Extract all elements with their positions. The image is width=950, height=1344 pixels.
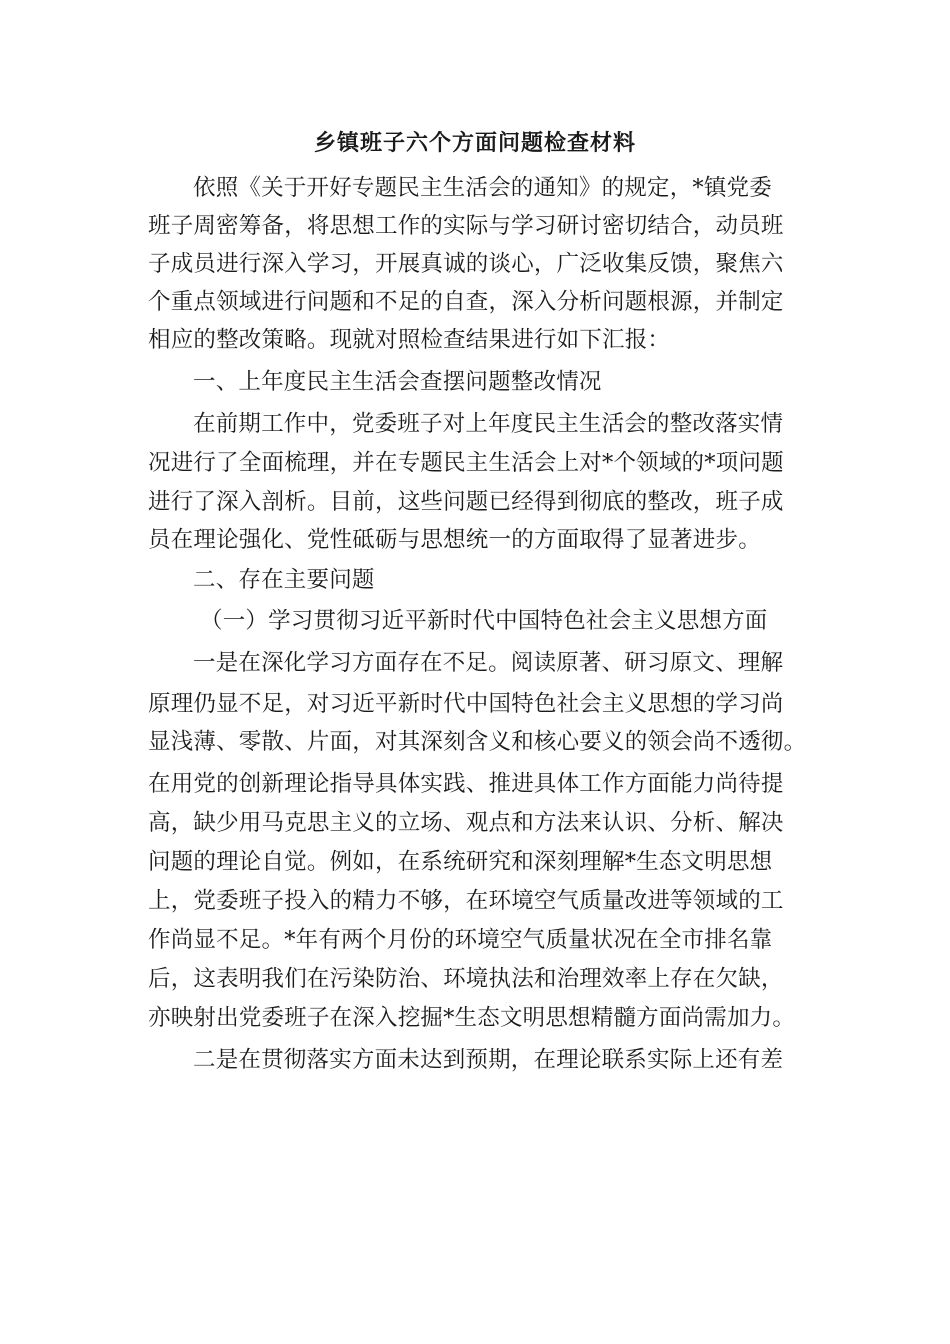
text-line: 员在理论强化、党性砥砺与思想统一的方面取得了显著进步。 bbox=[148, 527, 761, 553]
text-line: 后，这表明我们在污染防治、环境执法和治理效率上存在欠缺， bbox=[148, 966, 784, 992]
text-line: 一是在深化学习方面存在不足。阅读原著、研习原文、理解 bbox=[193, 650, 784, 676]
text-line: 问题的理论自觉。例如，在系统研究和深刻理解*生态文明思想 bbox=[148, 849, 773, 875]
text-line: 高，缺少用马克思主义的立场、观点和方法来认识、分析、解决 bbox=[148, 810, 784, 836]
text-line: 况进行了全面梳理，并在专题民主生活会上对*个领域的*项问题 bbox=[148, 450, 784, 476]
text-line: 依照《关于开好专题民主生活会的通知》的规定，*镇党委 bbox=[193, 175, 772, 201]
text-line: 个重点领域进行问题和不足的自查，深入分析问题根源，并制定 bbox=[148, 289, 784, 315]
text-line: 显浅薄、零散、片面，对其深刻含义和核心要义的领会尚不透彻。 bbox=[148, 729, 807, 755]
text-line: 班子周密筹备，将思想工作的实际与学习研讨密切结合，动员班 bbox=[148, 213, 784, 239]
section-heading: 一、上年度民主生活会查摆问题整改情况 bbox=[193, 369, 602, 395]
text-line: 亦映射出党委班子在深入挖掘*生态文明思想精髓方面尚需加力。 bbox=[148, 1005, 796, 1031]
section-heading: 二、存在主要问题 bbox=[193, 567, 375, 593]
text-line: 在用党的创新理论指导具体实践、推进具体工作方面能力尚待提 bbox=[148, 771, 784, 797]
text-line: 子成员进行深入学习，开展真诚的谈心，广泛收集反馈，聚焦六 bbox=[148, 251, 784, 277]
text-line: 原理仍显不足，对习近平新时代中国特色社会主义思想的学习尚 bbox=[148, 691, 784, 717]
text-line: 二是在贯彻落实方面未达到预期，在理论联系实际上还有差 bbox=[193, 1047, 784, 1073]
text-line: 相应的整改策略。现就对照检查结果进行如下汇报： bbox=[148, 327, 671, 353]
text-line: 进行了深入剖析。目前，这些问题已经得到彻底的整改，班子成 bbox=[148, 489, 784, 515]
subsection-heading: （一）学习贯彻习近平新时代中国特色社会主义思想方面 bbox=[200, 608, 768, 634]
text-line: 在前期工作中，党委班子对上年度民主生活会的整改落实情 bbox=[193, 411, 784, 437]
document-title: 乡镇班子六个方面问题检查材料 bbox=[313, 130, 636, 156]
text-line: 上，党委班子投入的精力不够，在环境空气质量改进等领域的工 bbox=[148, 888, 784, 914]
text-line: 作尚显不足。*年有两个月份的环境空气质量状况在全市排名靠 bbox=[148, 927, 773, 953]
